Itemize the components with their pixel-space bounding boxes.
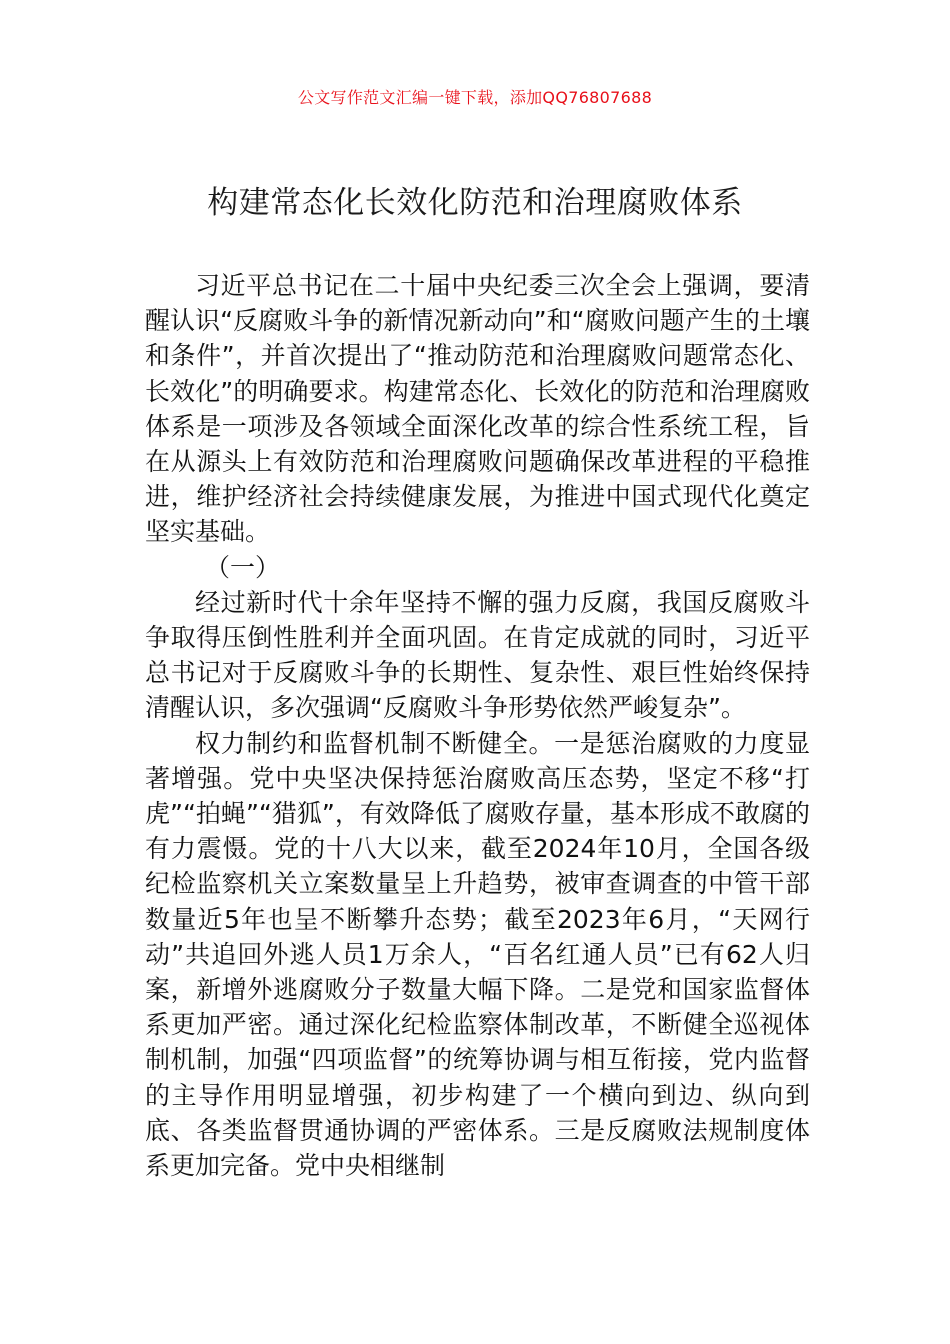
paragraph-achievements: 经过新时代十余年坚持不懈的强力反腐，我国反腐败斗争取得压倒性胜利并全面巩固。在肯定成就的同时，习近平总书记对于反腐败斗争的长期性、复杂性、艰巨性始终保持清醒认识，多次强调“反腐败斗争形势依然严峻复杂”。 xyxy=(145,587,810,723)
document-title: 构建常态化长效化防范和治理腐败体系 xyxy=(207,185,743,221)
paragraph-intro: 习近平总书记在二十届中央纪委三次全会上强调，要清醒认识“反腐败斗争的新情况新动向”和“腐败问题产生的土壤和条件”，并首次提出了“推动防范和治理腐败问题常态化、长效化”的明确要求。构建常态化、长效化的防范和治理腐败体系是一项涉及各领域全面深化改革的综合性系统工程，旨在从源头上有效防范和治理腐败问题确保改革进程的平稳推进，维护经济社会持续健康发展，为推进中国式现代化奠定坚实基础。 xyxy=(145,271,810,547)
section-number: （一） xyxy=(205,552,281,582)
download-notice: 公文写作范文汇编一键下载，添加QQ76807688 xyxy=(297,88,653,107)
document-body xyxy=(145,268,810,1183)
paragraph-supervision: 权力制约和监督机制不断健全。一是惩治腐败的力度显著增强。党中央坚决保持惩治腐败高压态势，坚定不移“打虎”“拍蝇”“猎狐”，有效降低了腐败存量，基本形成不敢腐的有力震慑。党的十八大以来，截至2024年10月，全国各级纪检监察机关立案数量呈上升趋势，被审查调查的中管干部数量近5年也呈不断攀升态势；截至2023年6月，“天网行动”共追回外逃人员1万余人，“百名红通人员”已有62人归案，新增外逃腐败分子数量大幅下降。二是党和国家监督体系更加严密。通过深化纪检监察体制改革，不断健全巡视体制机制，加强“四项监督”的统筹协调与相互衔接，党内监督的主导作用明显增强，初步构建了一个横向到边、纵向到底、各类监督贯通协调的严密体系。三是反腐败法规制度体系更加完备。党中央相继制 xyxy=(145,728,810,1181)
